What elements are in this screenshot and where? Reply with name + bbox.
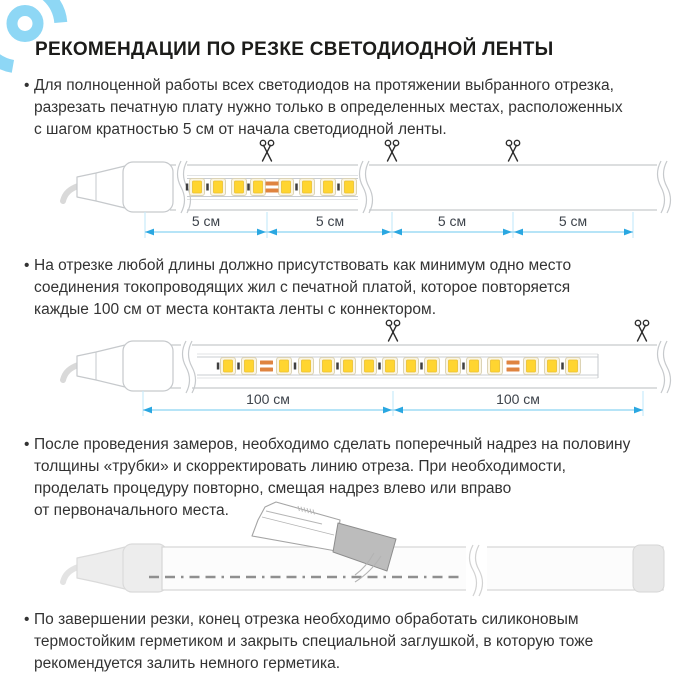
text-line: от первоначального места. (34, 502, 229, 519)
led (245, 360, 254, 372)
led (386, 360, 395, 372)
led-strip (186, 179, 357, 196)
end-cap (123, 341, 173, 391)
tube-body (162, 547, 663, 590)
dimension-5cm (145, 212, 633, 238)
bullet-point-sealant (24, 609, 593, 675)
solder-pad (507, 368, 520, 372)
text-line: рекомендуется залить немного герметика. (34, 655, 341, 672)
led (428, 360, 437, 372)
dimension-label: 5 см (558, 213, 588, 229)
solder-pad (260, 368, 273, 372)
component-chip (186, 184, 189, 191)
connector-plug (77, 345, 125, 387)
component-chip (295, 184, 298, 191)
led (407, 360, 416, 372)
led (569, 360, 578, 372)
text-line: соединения токопроводящих жил с печатной платой, которое повторяется (34, 279, 571, 296)
led (344, 360, 353, 372)
solder-pad (260, 361, 273, 365)
connector-plug (77, 547, 125, 589)
text-line: каждые 100 см от места контакта ленты с коннектором. (34, 301, 437, 318)
logo-inner-ring (12, 11, 38, 37)
led (323, 360, 332, 372)
led (449, 360, 458, 372)
text-line: разрезать печатную плату нужно только в определенных местах, расположенных (34, 99, 623, 116)
scissors-icon (260, 140, 273, 161)
dimension-label: 5 см (437, 213, 467, 229)
led (224, 360, 233, 372)
led (345, 181, 354, 193)
led (491, 360, 500, 372)
led (282, 181, 291, 193)
component-chip (294, 363, 297, 370)
led-strip (217, 358, 581, 375)
led (214, 181, 223, 193)
led (548, 360, 557, 372)
scissors-icon (385, 140, 398, 161)
led (254, 181, 263, 193)
dimension-label: 100 см (496, 391, 540, 407)
component-chip (420, 363, 423, 370)
dimension-label: 5 см (191, 213, 221, 229)
led (235, 181, 244, 193)
bullet-text (34, 255, 571, 321)
bullet-point-knife-cut (24, 434, 630, 522)
led (365, 360, 374, 372)
page-title: РЕКОМЕНДАЦИИ ПО РЕЗКЕ СВЕТОДИОДНОЙ ЛЕНТЫ (35, 38, 554, 60)
component-chip (337, 184, 340, 191)
power-wire (63, 365, 78, 380)
bullet-text (34, 75, 623, 141)
component-chip (462, 363, 465, 370)
tube-right-cap (633, 545, 664, 592)
led (470, 360, 479, 372)
text-line: На отрезке любой длины должно присутствовать как минимум одно место (34, 257, 572, 274)
connector-plug (77, 166, 125, 208)
led (193, 181, 202, 193)
led (324, 181, 333, 193)
bullet-text (34, 609, 593, 675)
end-cap (123, 544, 167, 592)
power-wire (63, 567, 78, 582)
scissors-icon (635, 320, 648, 341)
led (527, 360, 536, 372)
text-line: проделать процедуру повторно, смещая надрез влево или вправо (34, 480, 512, 497)
scissors-icon (386, 320, 399, 341)
diagram-100cm (63, 320, 700, 416)
component-chip (217, 363, 220, 370)
bullet-marker: • (24, 77, 30, 94)
text-line: По завершении резки, конец отрезка необходимо обработать силиконовым (34, 611, 579, 628)
text-line: термостойким герметиком и закрыть специальной заглушкой, в которую тоже (34, 633, 594, 650)
component-chip (206, 184, 209, 191)
dimension-100cm (143, 391, 643, 416)
solder-pad (266, 182, 279, 186)
text-line: с шагом кратностью 5 см от начала светодиодной ленты. (34, 121, 447, 138)
text-line: После проведения замеров, необходимо сделать поперечный надрез на половину (34, 436, 631, 453)
led (280, 360, 289, 372)
component-chip (247, 184, 250, 191)
component-chip (336, 363, 339, 370)
bullet-marker: • (24, 611, 30, 628)
component-chip (237, 363, 240, 370)
bullet-text (34, 434, 630, 522)
solder-pad (266, 189, 279, 193)
solder-pad (507, 361, 520, 365)
end-cap (123, 162, 173, 212)
bullet-marker: • (24, 257, 30, 274)
text-line: Для полноценной работы всех светодиодов на протяжении выбранного отрезка, (34, 77, 614, 94)
dimension-label: 100 см (246, 391, 290, 407)
power-wire (63, 186, 78, 201)
bullet-marker: • (24, 436, 30, 453)
text-line: толщины «трубки» и скорректировать линию отреза. При необходимости, (34, 458, 566, 475)
scissors-icon (506, 140, 519, 161)
bullet-point-cut-step (24, 75, 623, 141)
component-chip (561, 363, 564, 370)
component-chip (378, 363, 381, 370)
led (303, 181, 312, 193)
dimension-label: 5 см (315, 213, 345, 229)
diagram-5cm (63, 140, 700, 238)
led (302, 360, 311, 372)
bullet-point-joint-100cm (24, 255, 571, 321)
